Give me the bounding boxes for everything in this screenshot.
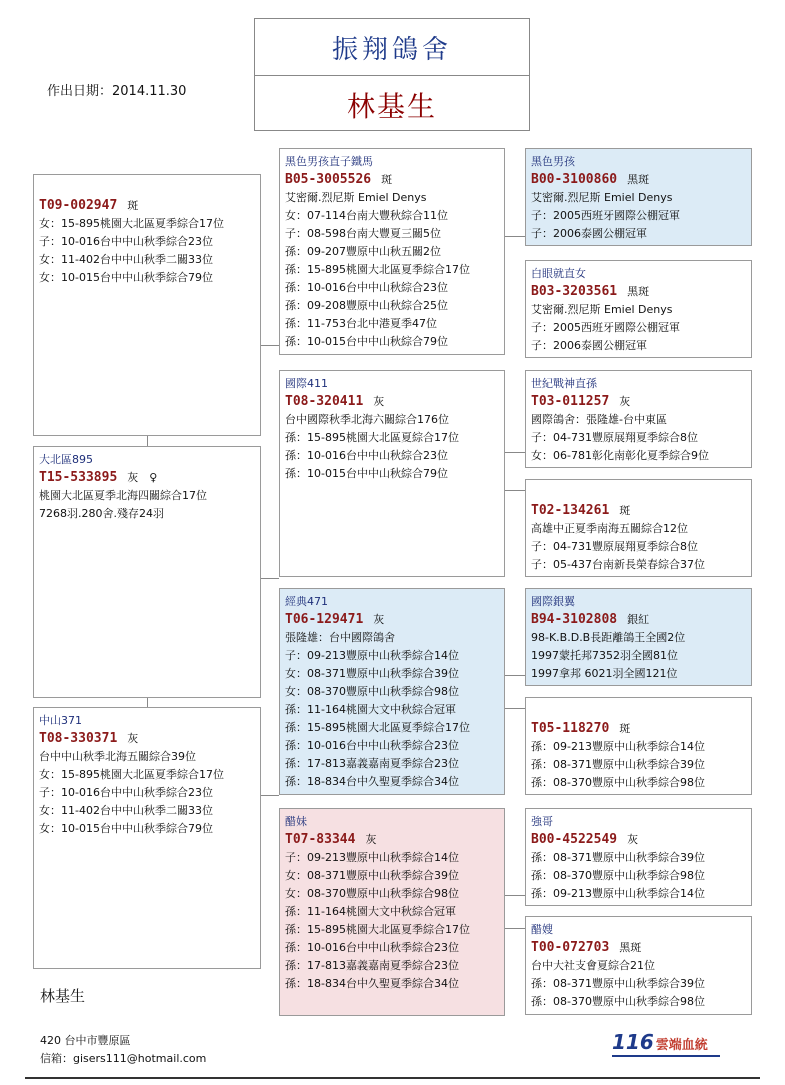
gen3-line: 艾密爾.烈尼斯 Emiel Denys	[531, 303, 673, 316]
gen2-nick: 國際411	[285, 377, 328, 390]
sire-line: 7268羽.280舍.殘存24羽	[39, 507, 164, 520]
logo-underline	[612, 1055, 720, 1057]
subject-line: 女：10-015台中中山秋季綜合79位	[39, 271, 213, 284]
gen3-color: 黑斑	[627, 285, 650, 298]
logo-text: 雲端血統	[655, 1038, 708, 1053]
gen3-nick: 醋嫂	[531, 923, 553, 936]
gen2-line: 女：08-371豐原中山秋季綜合39位	[285, 667, 459, 680]
gen2-line: 孫：17-813嘉義嘉南夏季綜合23位	[285, 757, 459, 770]
gen2-color: 灰	[373, 613, 385, 626]
gen3-ring: B00-3100860	[531, 172, 618, 187]
gen2-line: 子：08-598台南大豐夏三關5位	[285, 227, 441, 240]
gen2-line: 孫：15-895桃園大北區夏季綜合17位	[285, 721, 470, 734]
gen2-line: 孫：10-016台中中山秋綜合23位	[285, 281, 448, 294]
gen3-line: 子：04-731豐原展翔夏季綜合8位	[531, 540, 698, 553]
footer-rule	[25, 1077, 760, 1079]
gen3-color: 黑斑	[627, 173, 650, 186]
connector	[505, 490, 525, 491]
header-divider	[255, 75, 529, 76]
gen2-line: 孫：15-895桃園大北區夏季綜合17位	[285, 263, 470, 276]
gen2-line: 艾密爾.烈尼斯 Emiel Denys	[285, 191, 427, 204]
gen3-line: 孫：08-371豐原中山秋季綜合39位	[531, 977, 705, 990]
gen3-line: 1997拿邦 6021羽全國121位	[531, 667, 678, 680]
gen3-line: 孫：09-213豐原中山秋季綜合14位	[531, 887, 705, 900]
gen3-color: 斑	[619, 722, 631, 735]
gen3-line: 孫：08-371豐原中山秋季綜合39位	[531, 758, 705, 771]
dam-line: 女：11-402台中中山秋季二關33位	[39, 804, 213, 817]
connector	[147, 436, 148, 446]
gen3-nick: 國際銀翼	[531, 595, 575, 608]
gen2-line: 孫：10-016台中中山秋綜合23位	[285, 449, 448, 462]
gen2-nick: 經典471	[285, 595, 328, 608]
gen3-line: 子：2006泰國公棚冠軍	[531, 227, 647, 240]
gen3-line: 台中大社支會夏綜合21位	[531, 959, 655, 972]
subject-line: 女：11-402台中中山秋季二關33位	[39, 253, 213, 266]
gen2-line: 孫：11-164桃園大文中秋綜合冠軍	[285, 703, 456, 716]
connector	[147, 698, 148, 707]
connector	[261, 578, 279, 579]
gen3-line: 孫：09-213豐原中山秋季綜合14位	[531, 740, 705, 753]
footer-email: 信箱：gisers111@hotmail.com	[40, 1052, 207, 1065]
gen3-line: 艾密爾.烈尼斯 Emiel Denys	[531, 191, 673, 204]
gen3-ring: B94-3102808	[531, 612, 618, 627]
dam-line: 子：10-016台中中山秋季綜合23位	[39, 786, 213, 799]
dam-box	[33, 707, 261, 969]
gen3-ring: T05-118270	[531, 721, 610, 736]
gen2-nick: 黑色男孩直子鐵馬	[285, 155, 373, 168]
gen3-ring: B03-3203561	[531, 284, 618, 299]
gen3-box-7	[525, 808, 752, 906]
gen3-color: 銀紅	[627, 613, 650, 626]
gen3-line: 子：2005西班牙國際公棚冠軍	[531, 321, 680, 334]
gen3-line: 女：06-781彰化南彰化夏季綜合9位	[531, 449, 709, 462]
gen2-line: 孫：15-895桃園大北區夏季綜合17位	[285, 923, 470, 936]
dam-nick: 中山371	[39, 714, 82, 727]
gen2-line: 張隆雄：台中國際鴿舍	[285, 631, 395, 644]
gen2-line: 孫：18-834台中久聖夏季綜合34位	[285, 775, 459, 788]
sire-sire-box	[279, 148, 505, 355]
gen3-box-1	[525, 148, 752, 246]
gen2-color: 斑	[381, 173, 393, 186]
gen2-color: 灰	[373, 395, 385, 408]
footer-owner: 林基生	[40, 987, 86, 1005]
gen3-box-4	[525, 479, 752, 577]
gen2-line: 孫：17-813嘉義嘉南夏季綜合23位	[285, 959, 459, 972]
dam-dam-box	[279, 808, 505, 1016]
gen3-line: 子：2006泰國公棚冠軍	[531, 339, 647, 352]
dam-ring: T08-330371	[39, 731, 118, 746]
gen3-line: 子：04-731豐原展翔夏季綜合8位	[531, 431, 698, 444]
gen3-ring: T02-134261	[531, 503, 610, 518]
dam-line: 女：10-015台中中山秋季綜合79位	[39, 822, 213, 835]
gen2-line: 女：08-370豐原中山秋季綜合98位	[285, 685, 459, 698]
subject-ring: T09-002947	[39, 198, 118, 213]
gen2-line: 孫：09-207豐原中山秋五關2位	[285, 245, 441, 258]
gen3-nick: 強哥	[531, 815, 553, 828]
gen2-ring: T06-129471	[285, 612, 364, 627]
gen3-box-2	[525, 260, 752, 358]
gen3-nick: 白眼就直女	[531, 267, 586, 280]
sire-box	[33, 446, 261, 698]
gen3-line: 孫：08-370豐原中山秋季綜合98位	[531, 776, 705, 789]
sire-nick: 大北區895	[39, 453, 93, 466]
gen2-nick: 醋妹	[285, 815, 307, 828]
sire-line: 桃園大北區夏季北海四關綜合17位	[39, 489, 207, 502]
connector	[505, 675, 525, 676]
gen3-nick: 世紀戰神直孫	[531, 377, 597, 390]
gen2-line: 孫：09-208豐原中山秋綜合25位	[285, 299, 448, 312]
connector	[505, 452, 525, 453]
subject-line: 子：10-016台中中山秋季綜合23位	[39, 235, 213, 248]
gen2-line: 女：07-114台南大豐秋綜合11位	[285, 209, 448, 222]
gen2-line: 孫：10-016台中中山秋季綜合23位	[285, 941, 459, 954]
gen2-ring: T08-320411	[285, 394, 364, 409]
gen3-box-6	[525, 697, 752, 795]
gen3-ring: T00-072703	[531, 940, 610, 955]
subject-line: 女：15-895桃園大北區夏季綜合17位	[39, 217, 224, 230]
connector	[505, 708, 525, 709]
gen3-line: 國際鴿舍：張隆雄-台中東區	[531, 413, 667, 426]
gen2-line: 孫：11-753台北中港夏季47位	[285, 317, 437, 330]
gen3-ring: B00-4522549	[531, 832, 618, 847]
gen3-line: 孫：08-370豐原中山秋季綜合98位	[531, 995, 705, 1008]
gen2-line: 孫：18-834台中久聖夏季綜合34位	[285, 977, 459, 990]
subject-color: 斑	[127, 199, 139, 212]
gen2-line: 孫：10-016台中中山秋季綜合23位	[285, 739, 459, 752]
gen3-box-8	[525, 916, 752, 1015]
date-label: 作出日期：2014.11.30	[47, 84, 187, 99]
gen3-line: 孫：08-371豐原中山秋季綜合39位	[531, 851, 705, 864]
sire-dam-box	[279, 370, 505, 577]
gen3-color: 灰	[627, 833, 639, 846]
dam-color: 灰	[127, 732, 139, 745]
gen3-box-3	[525, 370, 752, 468]
dam-sire-box	[279, 588, 505, 795]
gen3-line: 1997蒙托邦7352羽全國81位	[531, 649, 678, 662]
logo-number: 116	[612, 1030, 654, 1054]
loft-name: 振翔鴿舍	[331, 35, 452, 65]
gen2-ring: T07-83344	[285, 832, 356, 847]
sire-color: 灰 ♀	[127, 471, 158, 484]
gen3-line: 高雄中正夏季南海五關綜合12位	[531, 522, 688, 535]
connector	[505, 928, 525, 929]
gen3-line: 98-K.B.D.B長距離鴿王全國2位	[531, 631, 686, 644]
connector	[505, 895, 525, 896]
connector	[261, 345, 279, 346]
footer-address: 420 台中市豐原區	[40, 1034, 131, 1047]
gen2-line: 台中國際秋季北海六關綜合176位	[285, 413, 449, 426]
gen2-line: 女：08-371豐原中山秋季綜合39位	[285, 869, 459, 882]
gen2-line: 子：09-213豐原中山秋季綜合14位	[285, 649, 459, 662]
owner-name: 林基生	[346, 90, 437, 123]
dam-line: 台中中山秋季北海五關綜合39位	[39, 750, 196, 763]
gen2-line: 孫：10-015台中中山秋綜合79位	[285, 467, 448, 480]
gen3-color: 斑	[619, 504, 631, 517]
dam-line: 女：15-895桃園大北區夏季綜合17位	[39, 768, 224, 781]
connector	[261, 795, 279, 796]
gen3-box-5	[525, 588, 752, 686]
gen3-line: 子：2005西班牙國際公棚冠軍	[531, 209, 680, 222]
gen2-ring: B05-3005526	[285, 172, 372, 187]
gen2-line: 女：08-370豐原中山秋季綜合98位	[285, 887, 459, 900]
gen3-nick: 黑色男孩	[531, 155, 575, 168]
gen3-ring: T03-011257	[531, 394, 610, 409]
gen3-line: 子：05-437台南新長榮春綜合37位	[531, 558, 705, 571]
gen3-color: 灰	[619, 395, 631, 408]
gen2-line: 孫：11-164桃園大文中秋綜合冠軍	[285, 905, 456, 918]
subject-box	[33, 174, 261, 436]
logo	[612, 1030, 720, 1057]
gen2-line: 孫：10-015台中中山秋綜合79位	[285, 335, 448, 348]
sire-ring: T15-533895	[39, 470, 118, 485]
connector	[505, 236, 525, 237]
header-box	[254, 18, 530, 131]
gen2-color: 灰	[365, 833, 377, 846]
gen2-line: 孫：15-895桃園大北區夏綜合17位	[285, 431, 459, 444]
gen2-line: 子：09-213豐原中山秋季綜合14位	[285, 851, 459, 864]
gen3-color: 黑斑	[619, 941, 642, 954]
gen3-line: 孫：08-370豐原中山秋季綜合98位	[531, 869, 705, 882]
